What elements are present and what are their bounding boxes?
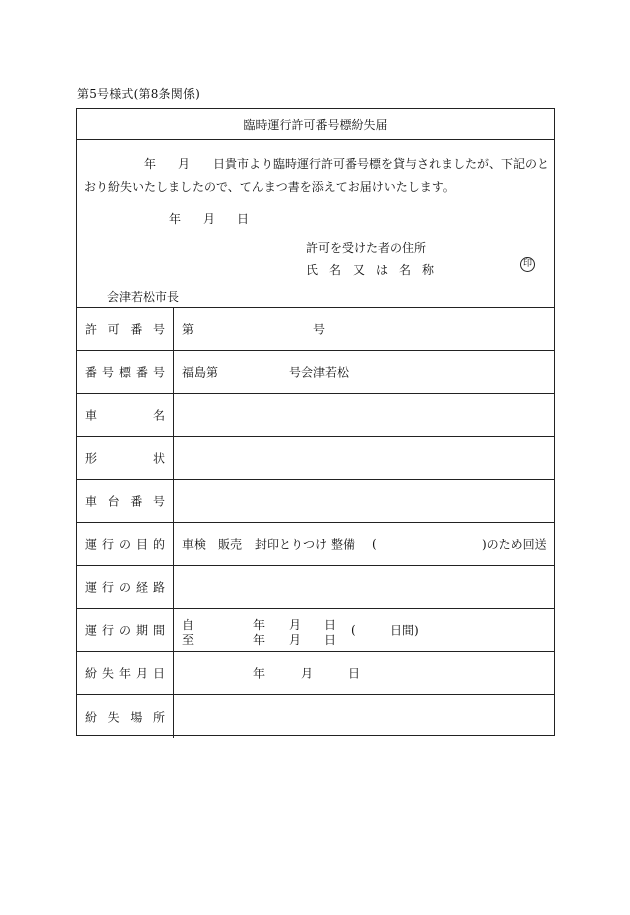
table-row [77, 695, 554, 738]
row-label [77, 609, 174, 651]
label-char: 経 [135, 580, 148, 595]
label-char: 号 [152, 365, 165, 380]
name-label-3: 又 [353, 263, 366, 277]
period-from: 自 [182, 618, 195, 632]
label-char: 車 [85, 494, 98, 509]
submit-date-year: 年 [169, 212, 182, 226]
label-char: 番 [135, 365, 148, 380]
label-char: 番 [130, 494, 143, 509]
period-open-paren: ( [351, 623, 356, 637]
purpose-suffix: )のため回送 [482, 537, 547, 552]
label-char: 日 [152, 666, 165, 681]
label-char: 号 [152, 322, 165, 337]
loss-date-day: 日 [348, 666, 361, 681]
purpose-seal: 封印とりつけ [255, 537, 328, 552]
label-char: 状 [152, 451, 165, 466]
purpose-maintenance: 整備 [331, 537, 356, 552]
name-label-1: 氏 [306, 263, 319, 277]
period-to: 至 [182, 633, 195, 647]
purpose-sale: 販売 [218, 537, 243, 552]
plate-number-suffix: 号会津若松 [289, 365, 350, 380]
name-label-2: 名 [329, 263, 342, 277]
table-row [77, 437, 554, 480]
table-row [77, 609, 554, 652]
label-char: 台 [107, 494, 120, 509]
row-label [77, 351, 174, 393]
loss-date-month: 月 [301, 666, 314, 681]
label-char: 可 [107, 322, 120, 337]
label-char: 番 [85, 365, 98, 380]
label-char: 形 [85, 451, 98, 466]
form-title-text: 臨時運行許可番号標紛失届 [243, 117, 388, 132]
form-number: 第5号様式(第8条関係) [77, 87, 201, 101]
seal-mark: 印 [520, 257, 535, 272]
notice-body [77, 140, 554, 308]
period-from-month: 月 [289, 618, 302, 632]
label-char: 名 [152, 408, 165, 423]
label-char: 所 [152, 710, 165, 724]
label-char: 行 [101, 580, 114, 595]
submit-date-month: 月 [203, 212, 216, 226]
period-to-month: 月 [289, 633, 302, 647]
table-row [77, 652, 554, 695]
notice-line1-text: 日貴市より臨時運行許可番号標を貸与されましたが、下記のと [213, 157, 550, 171]
label-char: 行 [101, 623, 114, 638]
label-char: 紛 [85, 666, 98, 681]
plate-number-prefix: 福島第 [182, 365, 219, 380]
name-label-6: 称 [422, 263, 435, 277]
row-label [77, 437, 174, 479]
label-char: 場 [130, 710, 143, 724]
submit-date-day: 日 [237, 212, 250, 226]
table-row [77, 308, 554, 351]
name-label-4: は [376, 263, 389, 277]
table-row [77, 523, 554, 566]
label-char: 番 [130, 322, 143, 337]
period-from-day: 日 [324, 618, 337, 632]
notice-line2-text: おり紛失いたしましたので、てんまつ書を添えてお届けいたします。 [84, 180, 455, 194]
addressee: 会津若松市長 [107, 290, 180, 304]
purpose-inspection: 車検 [182, 537, 207, 552]
period-days: 日間) [390, 623, 419, 638]
label-char: 運 [85, 580, 98, 595]
row-label [77, 480, 174, 522]
table-row [77, 566, 554, 609]
row-label [77, 652, 174, 694]
label-char: 失 [107, 710, 120, 724]
label-char: 期 [135, 623, 148, 638]
label-char: 目 [135, 537, 148, 552]
label-char: の [118, 537, 131, 552]
label-char: 車 [85, 408, 98, 423]
label-char: 号 [152, 494, 165, 509]
table-row [77, 480, 554, 523]
label-char: の [118, 580, 131, 595]
period-to-day: 日 [324, 633, 337, 647]
name-label-5: 名 [399, 263, 412, 277]
table-row [77, 351, 554, 394]
label-char: 的 [152, 537, 165, 552]
period-to-year: 年 [253, 633, 266, 647]
label-char: 月 [135, 666, 148, 681]
label-char: 許 [85, 322, 98, 337]
loss-date-year: 年 [253, 666, 266, 681]
label-char: 年 [118, 666, 131, 681]
permit-number-suffix: 号 [313, 322, 326, 337]
label-char: 標 [118, 365, 131, 380]
label-char: 号 [101, 365, 114, 380]
label-char: 紛 [85, 710, 98, 724]
form-frame [76, 108, 555, 736]
label-char: 間 [152, 623, 165, 638]
row-label [77, 308, 174, 350]
table-row [77, 394, 554, 437]
row-label [77, 566, 174, 608]
row-label [77, 695, 174, 738]
label-char: 運 [85, 537, 98, 552]
detail-table [77, 308, 554, 738]
row-label [77, 394, 174, 436]
row-label [77, 523, 174, 565]
permit-number-prefix: 第 [182, 322, 195, 337]
label-char: 路 [152, 580, 165, 595]
notice-year: 年 [144, 157, 157, 171]
purpose-open-paren: ( [372, 537, 377, 551]
form-title [77, 109, 554, 140]
label-char: 行 [101, 537, 114, 552]
address-label: 許可を受けた者の住所 [306, 241, 427, 255]
label-char: 失 [101, 666, 114, 681]
period-from-year: 年 [253, 618, 266, 632]
label-char: 運 [85, 623, 98, 638]
label-char: の [118, 623, 131, 638]
notice-month: 月 [178, 157, 191, 171]
